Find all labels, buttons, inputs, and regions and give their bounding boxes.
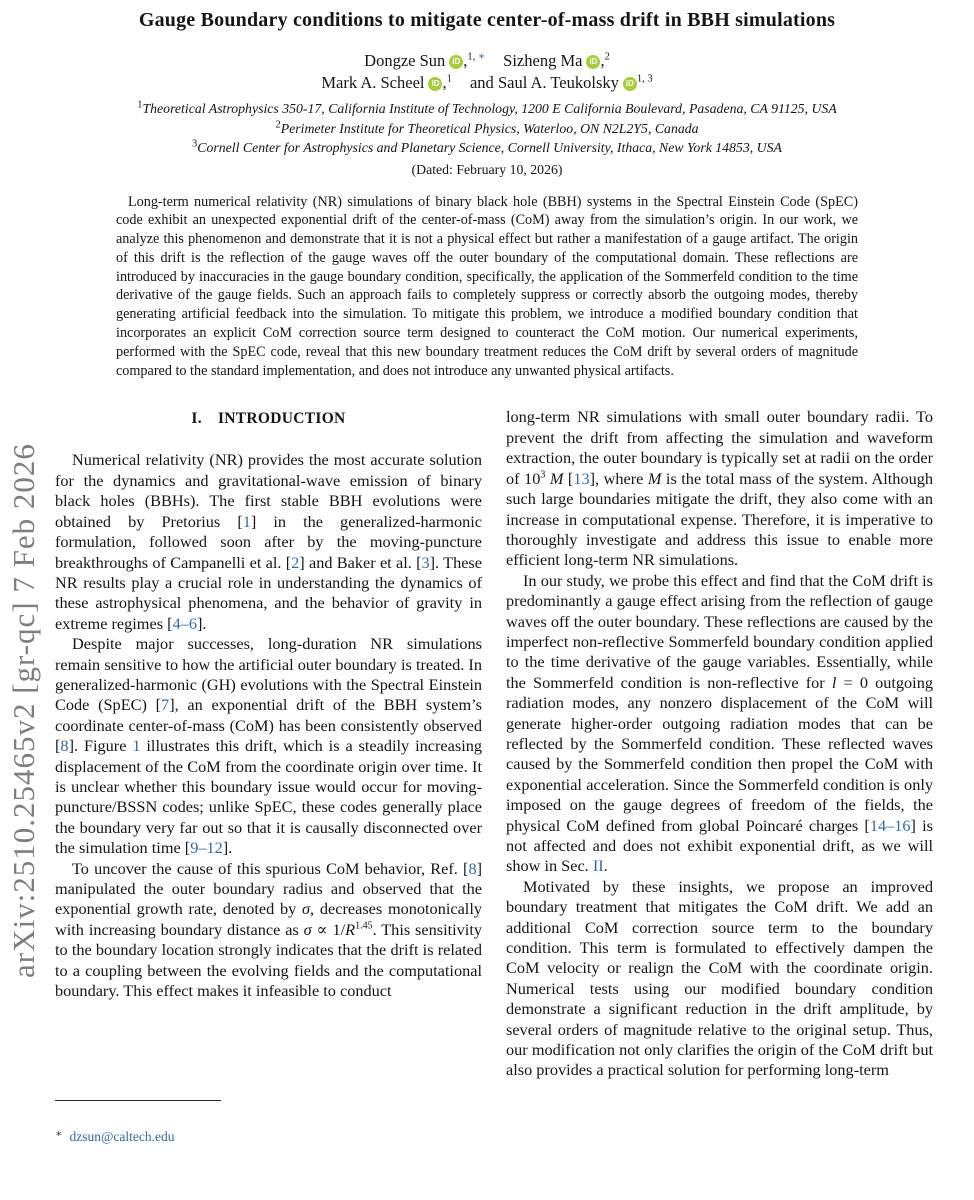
- text-segment: ∝ 1/: [311, 919, 346, 939]
- text-segment: [: [563, 468, 574, 488]
- math-variable: l: [831, 672, 837, 692]
- text-segment: . This sensitivity to the boundary location strongly indicates that the drift is related to a coupling between the evolving fields and the computational boundary. This effect makes it infeasible to conduct: [55, 919, 482, 1001]
- affiliation-3: [0, 138, 974, 158]
- paragraph: [55, 634, 482, 858]
- paragraph: [506, 407, 933, 570]
- citation-link[interactable]: 4–6: [172, 613, 197, 633]
- author-separator: ,: [442, 73, 447, 92]
- text-segment: ] and Baker et al. [: [299, 552, 422, 572]
- text-segment: ] in the generalized-harmonic formulation, followed soon after by the moving-puncture breakthroughs of Campanelli et al. [: [55, 511, 482, 572]
- text-segment: is the total mass of the system. Although such large boundaries mitigate the drift, they also come with an increase in computational expense. Therefore, it is imperative to thoroughly investigate and address this issue to enable more efficient long-term NR simulations.: [506, 468, 933, 570]
- email-link[interactable]: dzsun@caltech.edu: [69, 1129, 175, 1145]
- text-segment: In our study, we probe this effect and find that the CoM drift is predominantly a gauge effect arising from the reflection of gauge waves off the outer boundary. These reflections are caused by the imperfect non-reflective Sommerfeld boundary condition applied to the time derivative of the gauge variables. Essentially, while the Sommerfeld condition is non-reflective for: [506, 570, 933, 692]
- text-segment: ], where: [589, 468, 648, 488]
- section-heading-introduction: [55, 410, 482, 428]
- text-segment: illustrates this drift, which is a steadily increasing displacement of the CoM from the coordinate origin over time. It is unclear whether this boundary issue would occur for moving-puncture/BSSN codes; unlike SpEC, these codes generally place the boundary very far out so that it is causally disconnected over the simulation time [: [55, 736, 482, 858]
- affiliation-1: [0, 99, 974, 119]
- paragraph: [506, 571, 933, 877]
- section-number: I.: [191, 410, 202, 428]
- affiliation-text: Theoretical Astrophysics 350-17, California Institute of Technology, 1200 E California Boulevard, Pasadena, CA 91125, USA: [142, 101, 837, 116]
- text-segment: ] manipulated the outer boundary radius and observed that the exponential growth rate, denoted by: [55, 858, 482, 919]
- paper-title: Gauge Boundary conditions to mitigate center-of-mass drift in BBH simulations: [138, 9, 836, 31]
- affiliation-text: Cornell Center for Astrophysics and Planetary Science, Cornell University, Ithaca, New York 14853, USA: [197, 140, 782, 155]
- text-segment: ] is not affected and does not exhibit exponential drift, as we will show in Sec.: [506, 815, 933, 876]
- footnote-block: [55, 1100, 482, 1155]
- author-joiner: and: [469, 73, 498, 92]
- footnote: [55, 1127, 482, 1145]
- citation-link[interactable]: 8: [60, 736, 69, 756]
- section-title: INTRODUCTION: [217, 410, 346, 428]
- citation-link[interactable]: 1: [242, 511, 251, 531]
- math-variable: R: [345, 919, 356, 939]
- paper-header: [0, 0, 974, 178]
- text-segment: 1: [446, 73, 452, 85]
- text-segment: Despite major successes, long-duration NR simulations remain sensitive to how the artificial outer boundary is treated. In generalized-harmonic (GH) evolutions with the Spectral Einstein Code (SpEC) [: [55, 634, 482, 715]
- text-segment: Long-term numerical relativity (NR) simulations of binary black hole (BBH) systems in the Spectral Einstein Code (SpEC) code exhibit an unexpected exponential drift of the center-of-mass (CoM) away from the simulation’s origin. In our work, we analyze this phenomenon and demonstrate that it is not a physical effect but rather a manifestation of a gauge artifact. The origin of this drift is the reflection of the gauge waves off the outer boundary of the computational domain. These reflections are introduced by inaccuracies in the gauge boundary condition, specifically, the application of the Sommerfeld condition to the time derivative of the gauge fields. Such an approach fails to completely suppress or correctly absorb the outgoing modes, thereby generating artificial feedback into the simulation. To mitigate this problem, we introduce a modified boundary condition that incorporates an explicit CoM correction source term designed to counteract the CoM motion. Our numerical experiments, performed with the SpEC code, reveal that this new boundary treatment reduces the CoM drift by several orders of magnitude compared to the standard implementation, and does not introduce any unwanted physical artifacts.: [116, 193, 858, 379]
- citation-link[interactable]: 3: [421, 552, 430, 572]
- paragraph: [55, 859, 482, 1002]
- text-segment: 1, 3: [636, 73, 653, 85]
- author-line-2: [0, 72, 974, 94]
- author-saul-teukolsky: [470, 73, 653, 92]
- footnote-rule: [55, 1100, 221, 1101]
- citation-link[interactable]: 8: [468, 858, 477, 878]
- affiliation-2: [0, 119, 974, 139]
- text-segment: ], an exponential drift of the BBH system’s coordinate center-of-mass (CoM) has been consistently observed [: [55, 695, 482, 756]
- author-name: Mark A. Scheel: [321, 73, 425, 92]
- author-superscript: [605, 52, 610, 63]
- citation-link[interactable]: 9–12: [190, 838, 223, 858]
- citation-link[interactable]: ∗: [477, 51, 486, 63]
- author-mark-scheel: [321, 73, 451, 92]
- text-segment: ].: [196, 613, 207, 633]
- orcid-icon[interactable]: iD: [623, 77, 637, 91]
- abstract: [116, 193, 858, 381]
- citation-link[interactable]: II: [592, 856, 604, 876]
- paragraph: [55, 450, 482, 634]
- paragraph: [506, 877, 933, 1081]
- body-columns: [0, 407, 974, 1155]
- text-segment: .: [603, 856, 608, 876]
- orcid-icon[interactable]: iD: [449, 55, 463, 69]
- citation-link[interactable]: 13: [573, 468, 590, 488]
- math-variable: σ: [303, 919, 312, 939]
- author-sizheng-ma: [503, 51, 610, 70]
- author-separator: ,: [600, 51, 605, 70]
- affiliation-number: 2: [275, 118, 281, 130]
- affiliation-text: Perimeter Institute for Theoretical Physics, Waterloo, ON N2L2Y5, Canada: [280, 120, 699, 136]
- author-superscript: [447, 74, 452, 85]
- text-segment: 1,: [467, 51, 478, 63]
- text-segment: = 0 outgoing radiation modes, any nonzero displacement of the CoM will generate higher-order outgoing radiation modes that can be reflected by the Sommerfeld condition. These reflected waves caused by the Sommerfeld condition then propel the CoM with exponential acceleration. Since the Sommerfeld condition is only imposed on the gauge degrees of freedom of the fields, the physical CoM defined from global Poincaré charges [: [506, 672, 933, 835]
- right-column: [506, 407, 933, 1155]
- superscript: 3: [540, 469, 546, 481]
- left-column: [55, 407, 482, 1155]
- affiliation-number: 3: [192, 138, 198, 150]
- footnote-marker: ∗: [55, 1128, 63, 1141]
- text-segment: ]. These NR results play a crucial role in understanding the dynamics of these astrophysical phenomena, and the behavior of gravity in extreme regimes [: [55, 552, 482, 633]
- math-variable: M: [549, 468, 564, 488]
- author-name: Saul A. Teukolsky: [497, 73, 619, 92]
- author-name: Sizheng Ma: [503, 51, 583, 70]
- affiliation-number: 1: [137, 99, 143, 111]
- author-dongze-sun: [364, 51, 485, 70]
- author-superscript: [637, 74, 653, 85]
- author-separator: ,: [463, 51, 468, 70]
- author-name: Dongze Sun: [364, 51, 446, 70]
- author-line-1: [0, 50, 974, 72]
- dated-line: (Dated: February 10, 2026): [411, 161, 563, 177]
- text-segment: Motivated by these insights, we propose an improved boundary treatment that mitigates the CoM drift. We add an additional CoM correction source term to the boundary condition. This term is formulated to effectively dampen the CoM velocity or realign the CoM with the coordinate origin. Numerical tests using our modified boundary condition demonstrate a significant reduction in the drift amplitude, by several orders of magnitude relative to the original setup. Thus, our modification not only clarifies the origin of the CoM drift but also provides a practical solution for performing long-term: [506, 876, 933, 1080]
- text-segment: Numerical relativity (NR) provides the most accurate solution for the dynamics and gravitational-wave emission of binary black holes (BBHs). The first stable BBH evolutions were obtained by Pretorius [: [55, 450, 482, 531]
- text-segment: To uncover the cause of this spurious CoM behavior, Ref. [: [72, 858, 469, 878]
- text-segment: ].: [222, 838, 233, 858]
- citation-link[interactable]: 14–16: [869, 815, 911, 835]
- citation-link[interactable]: 2: [291, 552, 300, 572]
- citation-link[interactable]: 7: [161, 695, 170, 715]
- text-segment: long-term NR simulations with small outer boundary radii. To prevent the drift from affecting the simulation and waveform extraction, the outer boundary is typically set at radii on the order of 10: [506, 407, 933, 488]
- orcid-icon[interactable]: iD: [428, 77, 442, 91]
- arxiv-watermark: arXiv:2510.25465v2 [gr-qc] 7 Feb 2026: [6, 443, 41, 978]
- text-segment: , decreases monotonically with increasing boundary distance as: [55, 899, 482, 939]
- text-segment: ]. Figure: [68, 736, 133, 756]
- math-variable: M: [647, 468, 662, 488]
- author-superscript: [467, 52, 485, 63]
- orcid-icon[interactable]: iD: [586, 55, 600, 69]
- affiliations: [0, 99, 974, 158]
- superscript: 1.45: [355, 920, 373, 932]
- text-segment: 2: [604, 51, 610, 63]
- math-variable: σ: [302, 899, 311, 919]
- citation-link[interactable]: 1: [132, 736, 141, 756]
